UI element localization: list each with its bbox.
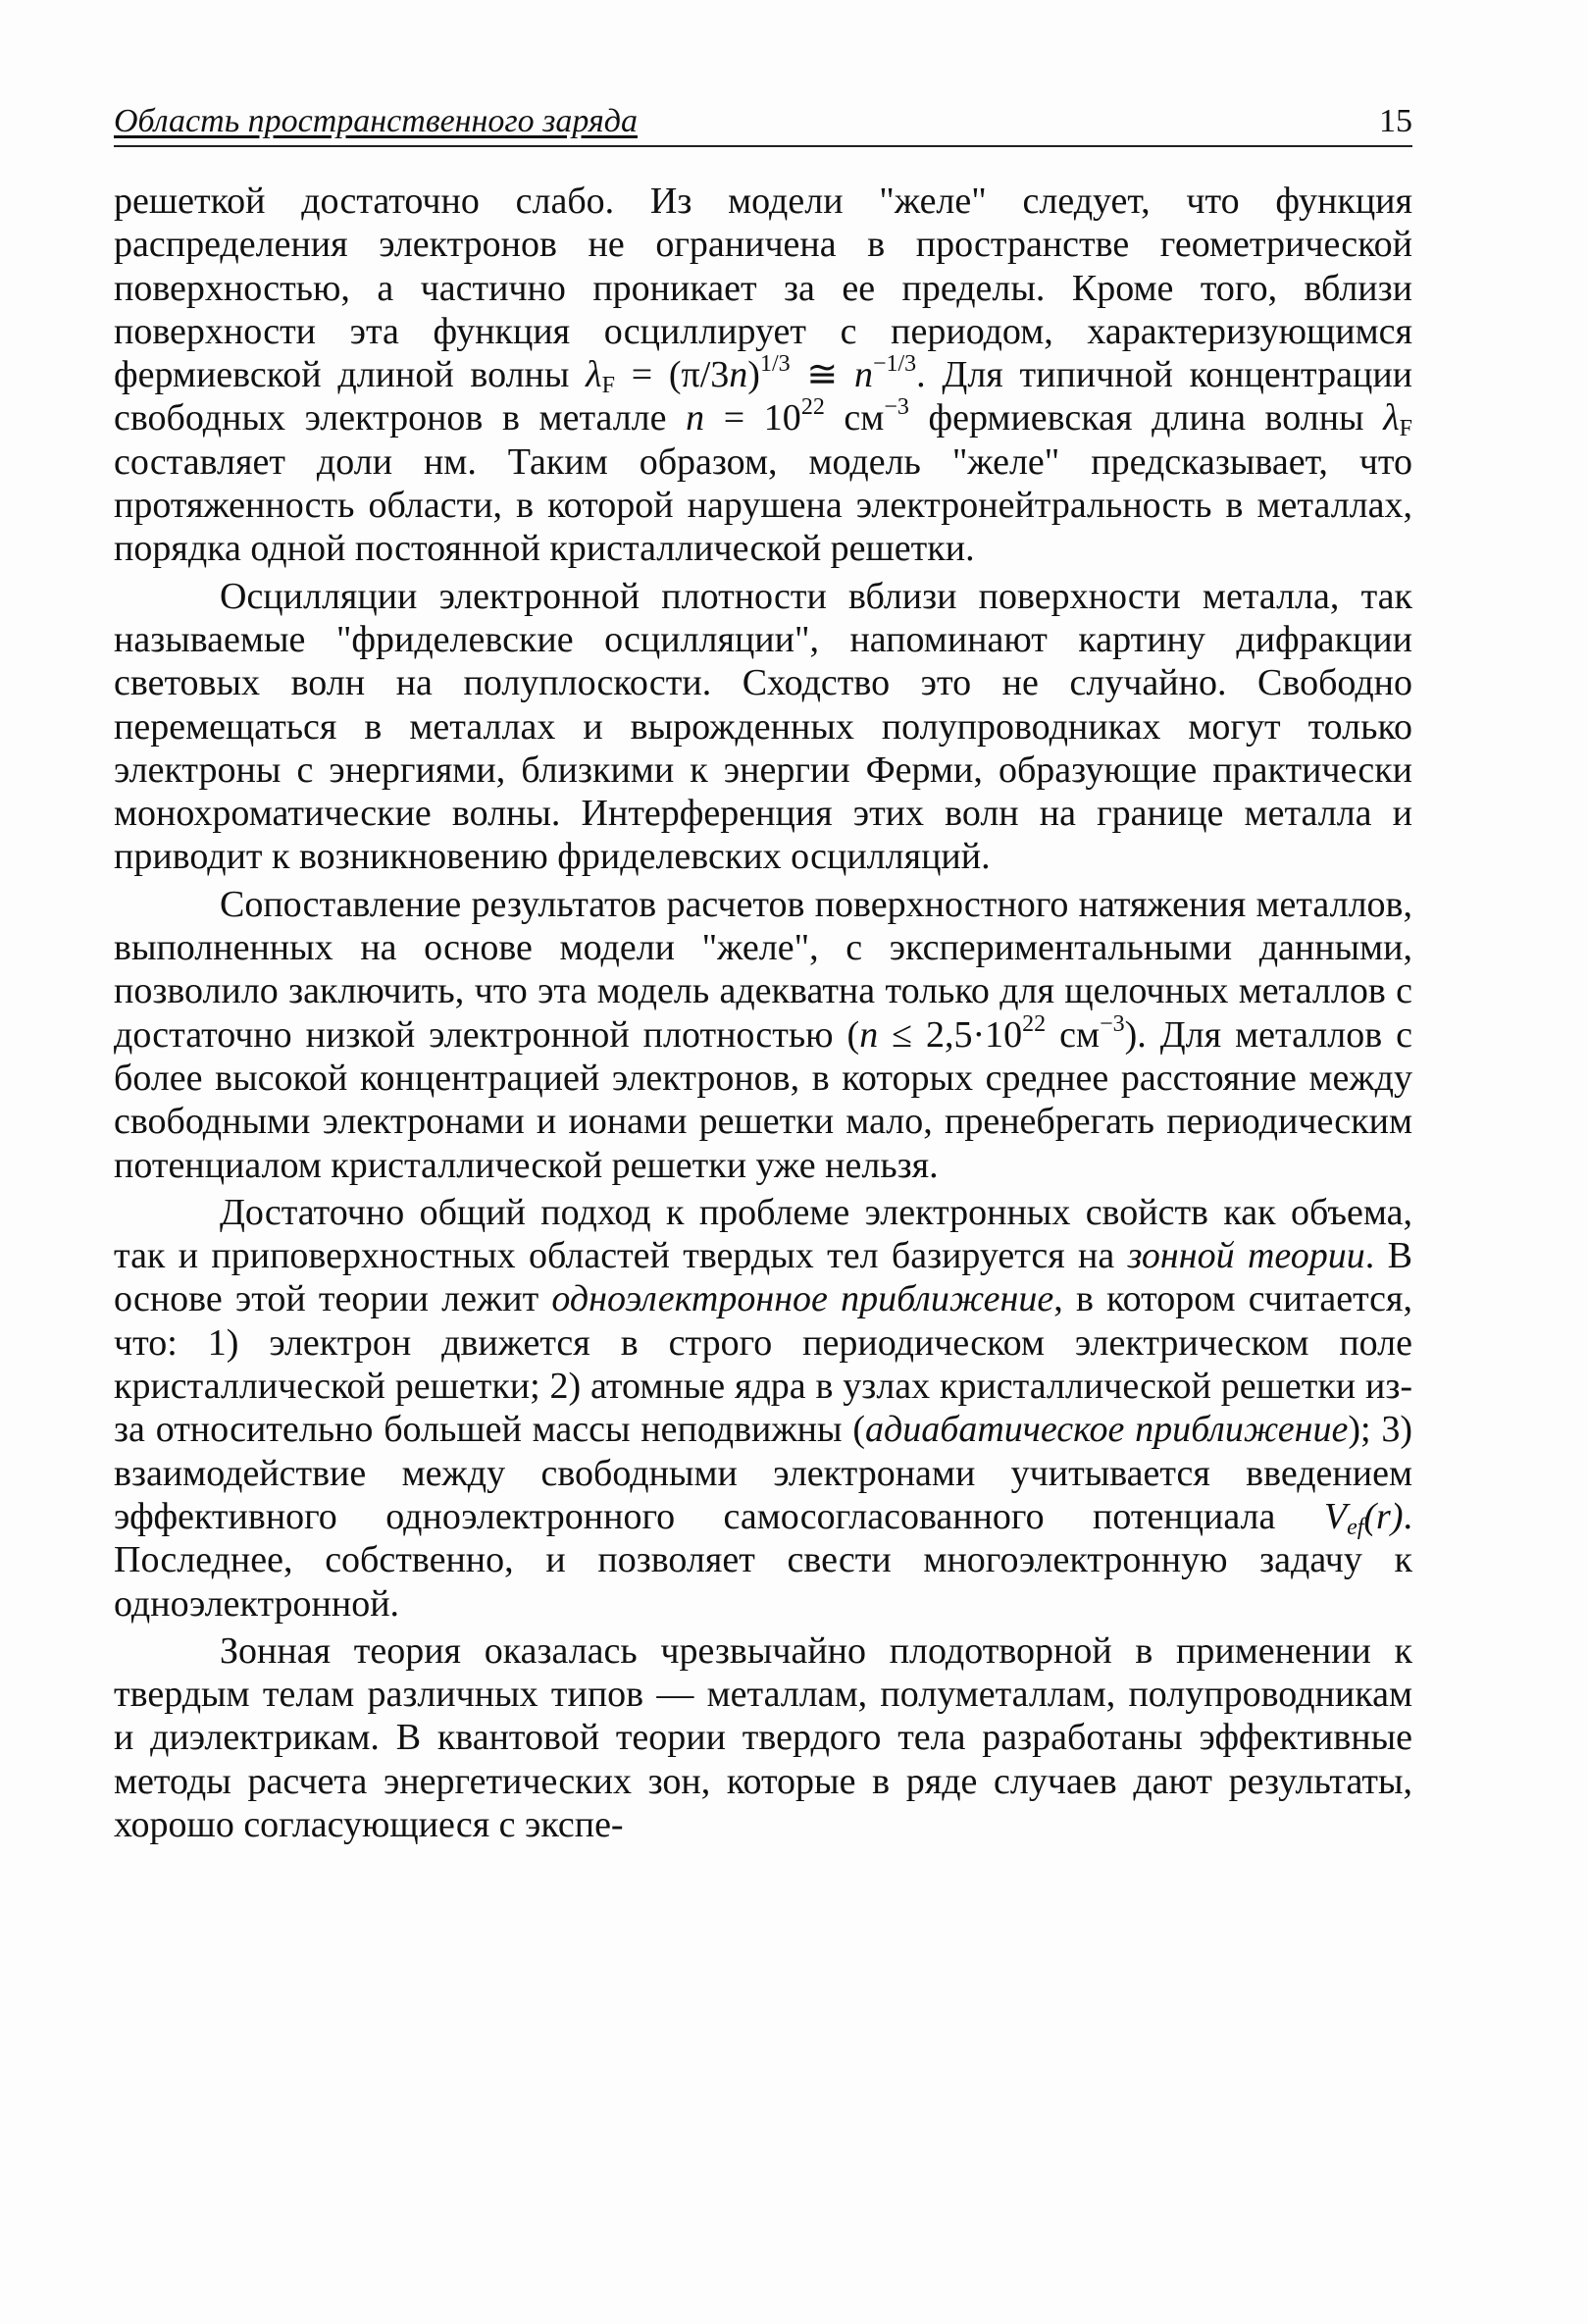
subscript-ef: ef <box>1347 1514 1364 1540</box>
paragraph-2: Осцилляции электронной плотности вблизи поверхности металла, так называемые "фриделевские осцилляции", напоминают картину дифракции световых волн на полуплоскости. Сходство это не случайно. Свободно перемещаться в металлах и вырожденных полупроводниках могут только электроны с энергиями, близкими к энергии Ферми, образующие практически монохроматические волны. Интерференция этих волн на границе металла и приводит к возникновению фриделевских осцилляций. <box>114 575 1412 878</box>
text-run: Достаточно общий подход к проблеме электронных свойств как объема, так и приповерхностных областей твердых тел базируется на <box>114 1191 1412 1277</box>
emphasis-term: адиабатическое приближение <box>865 1409 1349 1451</box>
paragraph-5: Зонная теория оказалась чрезвычайно плодотворной в применении к твердым телам различных типов — металлам, полуметаллам, полупроводникам и диэлектрикам. В квантовой теории твердого тела разработаны эффективные методы расчета энергетических зон, которые в ряде случаев дают результаты, хорошо согласующиеся с экспе- <box>114 1629 1412 1845</box>
superscript: −3 <box>884 394 909 421</box>
text-run: см <box>824 397 885 439</box>
running-title: Область пространственного заряда <box>114 103 638 139</box>
variable-n: n <box>859 1013 879 1056</box>
text-run: . Последнее, собственно, и позволяет свести многоэлектронную задачу к одноэлектронной. <box>114 1495 1412 1625</box>
text-run: = (π/3 <box>614 354 730 396</box>
text-run: фермиевская длина волны <box>908 397 1384 439</box>
text-run: ); 3) взаимодействие между свободными электронами учитывается введением эффективного одноэлектронного самосогласованного потенциала <box>114 1409 1412 1537</box>
lambda-symbol: λ <box>1383 397 1400 439</box>
emphasis-term: зонной теории <box>1127 1235 1365 1277</box>
text-run: решеткой достаточно слабо. Из модели "желе" следует, что функция распределения электронов не ограничена в пространстве геометрической поверхностью, а частично проникает за ее пределы. Кроме того, вблизи поверхности эта функция осциллирует с периодом, характеризующимся фермиевской длиной волны <box>114 181 1412 396</box>
paragraph-4 <box>114 1191 1412 1626</box>
superscript: −1/3 <box>872 351 917 378</box>
paragraph-1 <box>114 180 1412 571</box>
superscript: −3 <box>1100 1010 1125 1037</box>
approx-symbol: ≅ <box>790 354 854 396</box>
variable-r: (r) <box>1363 1495 1404 1537</box>
paragraph-3 <box>114 883 1412 1187</box>
variable-n: n <box>853 354 873 396</box>
text-run: . В основе этой теории лежит <box>114 1235 1412 1320</box>
text-run: ) <box>747 354 760 396</box>
text-run: ). Для металлов с более высокой концентрацией электронов, в которых среднее расстояние между свободными электронами и ионами решетки мало, пренебрегать периодическим потенциалом кристаллической решетки уже нельзя. <box>114 1013 1413 1186</box>
body-text <box>114 180 1412 1850</box>
subscript-f: F <box>601 373 615 399</box>
text-run: . Для типичной концентрации свободных электронов в металле <box>114 354 1412 439</box>
page-number: 15 <box>1379 103 1412 139</box>
superscript: 22 <box>1022 1010 1047 1037</box>
text-run: составляет доли нм. Таким образом, модель "желе" предсказывает, что протяженность области, в которой нарушена электронейтральность в металлах, порядка одной постоянной кристаллической решетки. <box>114 440 1412 570</box>
variable-n: n <box>686 397 705 439</box>
superscript: 1/3 <box>759 351 791 378</box>
variable-n: n <box>729 354 748 396</box>
superscript: 22 <box>800 394 825 421</box>
subscript-f: F <box>1399 416 1413 442</box>
text-run: , в котором считается, что: 1) электрон движется в строго периодическом электрическом поле кристаллической решетки; 2) атомные ядра в узлах кристаллической решетки из-за относительно большей массы неподвижны ( <box>114 1278 1412 1451</box>
text-run: = 10 <box>704 397 801 439</box>
text-run: Сопоставление результатов расчетов поверхностного натяжения металлов, выполненных на основе модели "желе", с экспериментальными данными, позволило заключить, что эта модель адекватна только для щелочных металлов с достаточно низкой электронной плотностью ( <box>114 883 1412 1056</box>
text-run: ≤ 2,5·10 <box>878 1013 1023 1056</box>
emphasis-term: одноэлектронное приближение <box>551 1278 1054 1320</box>
lambda-symbol: λ <box>586 354 602 396</box>
running-header <box>114 100 1412 147</box>
text-run: см <box>1046 1013 1101 1056</box>
variable-v: V <box>1323 1495 1348 1537</box>
